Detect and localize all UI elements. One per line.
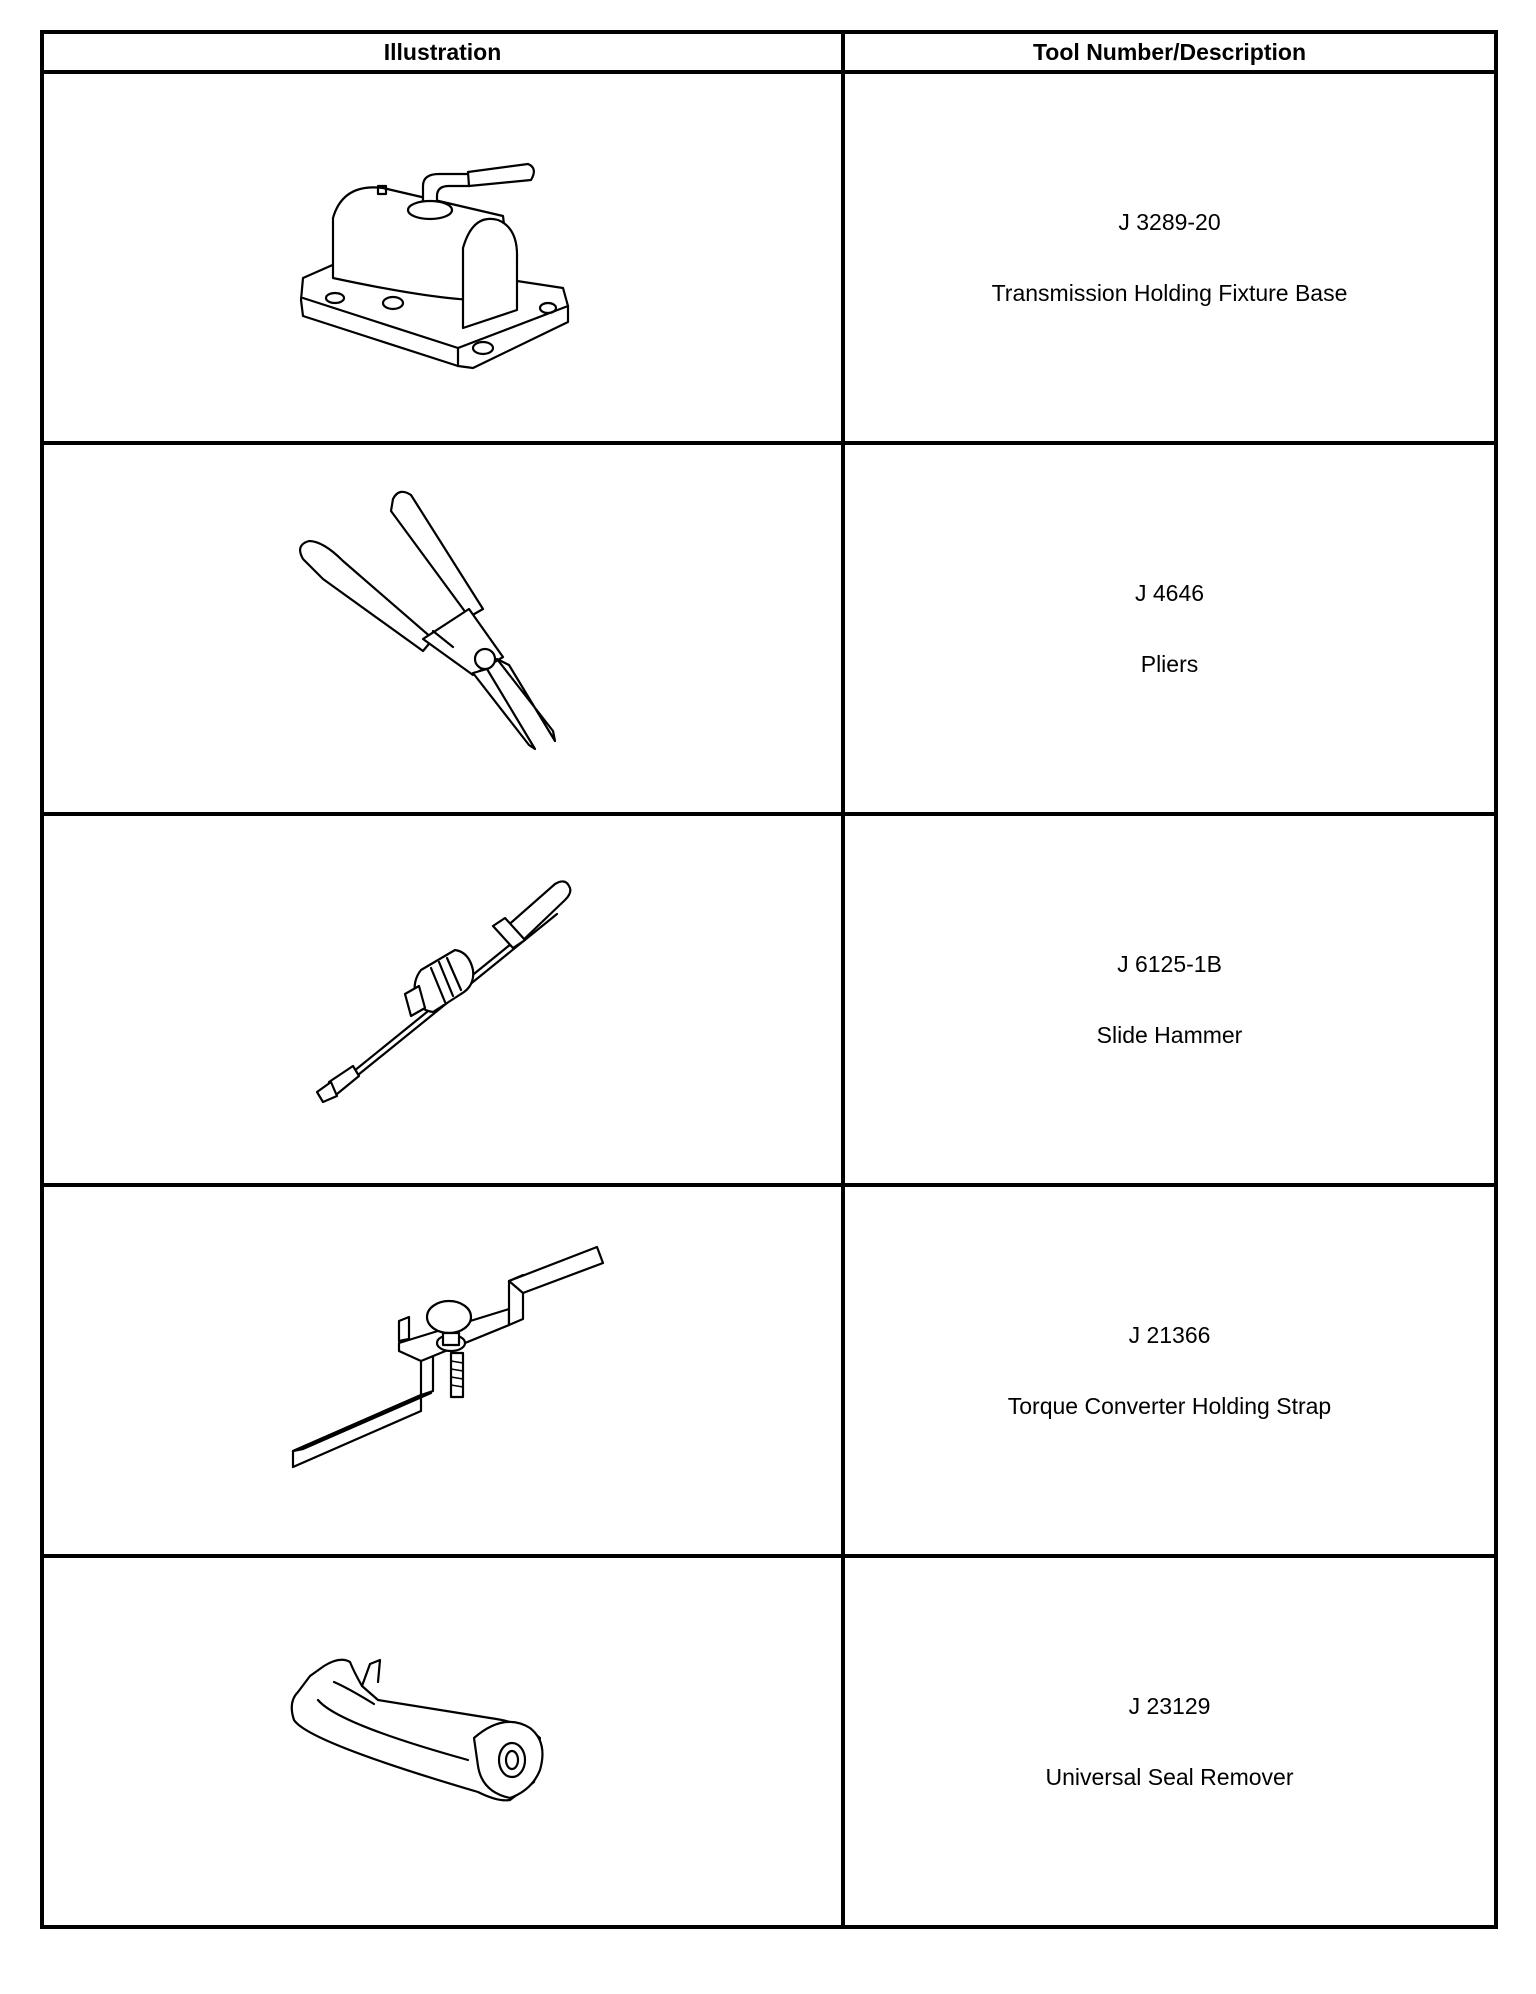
illustration-cell	[42, 443, 843, 814]
tool-number: J 6125-1B	[1117, 950, 1222, 977]
table-row	[42, 443, 1496, 814]
table-row	[42, 814, 1496, 1185]
tool-description: Transmission Holding Fixture Base	[991, 279, 1348, 306]
tool-number: J 4646	[1134, 579, 1205, 606]
header-tool-description: Tool Number/Description	[843, 32, 1496, 72]
description-cell	[843, 72, 1496, 443]
tool-description: Pliers	[1140, 650, 1199, 677]
description-cell	[843, 1185, 1496, 1556]
tools-table	[40, 30, 1498, 1929]
pliers-icon	[273, 479, 613, 779]
header-row	[42, 32, 1496, 72]
table-row	[42, 72, 1496, 443]
description-cell	[843, 814, 1496, 1185]
table-row	[42, 1556, 1496, 1927]
description-cell	[843, 443, 1496, 814]
seal-remover-icon	[278, 1642, 608, 1842]
illustration-cell	[42, 814, 843, 1185]
tool-description: Torque Converter Holding Strap	[1007, 1392, 1332, 1419]
slide-hammer-icon	[293, 870, 593, 1130]
illustration-cell	[42, 1556, 843, 1927]
holding-strap-icon	[273, 1241, 613, 1501]
tool-number: J 3289-20	[1118, 208, 1221, 235]
holding-fixture-base-icon	[273, 128, 613, 388]
illustration-cell	[42, 1185, 843, 1556]
description-cell	[843, 1556, 1496, 1927]
table-row	[42, 1185, 1496, 1556]
tool-number: J 23129	[1128, 1692, 1211, 1719]
illustration-cell	[42, 72, 843, 443]
header-illustration: Illustration	[42, 32, 843, 72]
tool-description: Universal Seal Remover	[1045, 1763, 1294, 1790]
tool-description: Slide Hammer	[1096, 1021, 1243, 1048]
tool-number: J 21366	[1128, 1321, 1211, 1348]
